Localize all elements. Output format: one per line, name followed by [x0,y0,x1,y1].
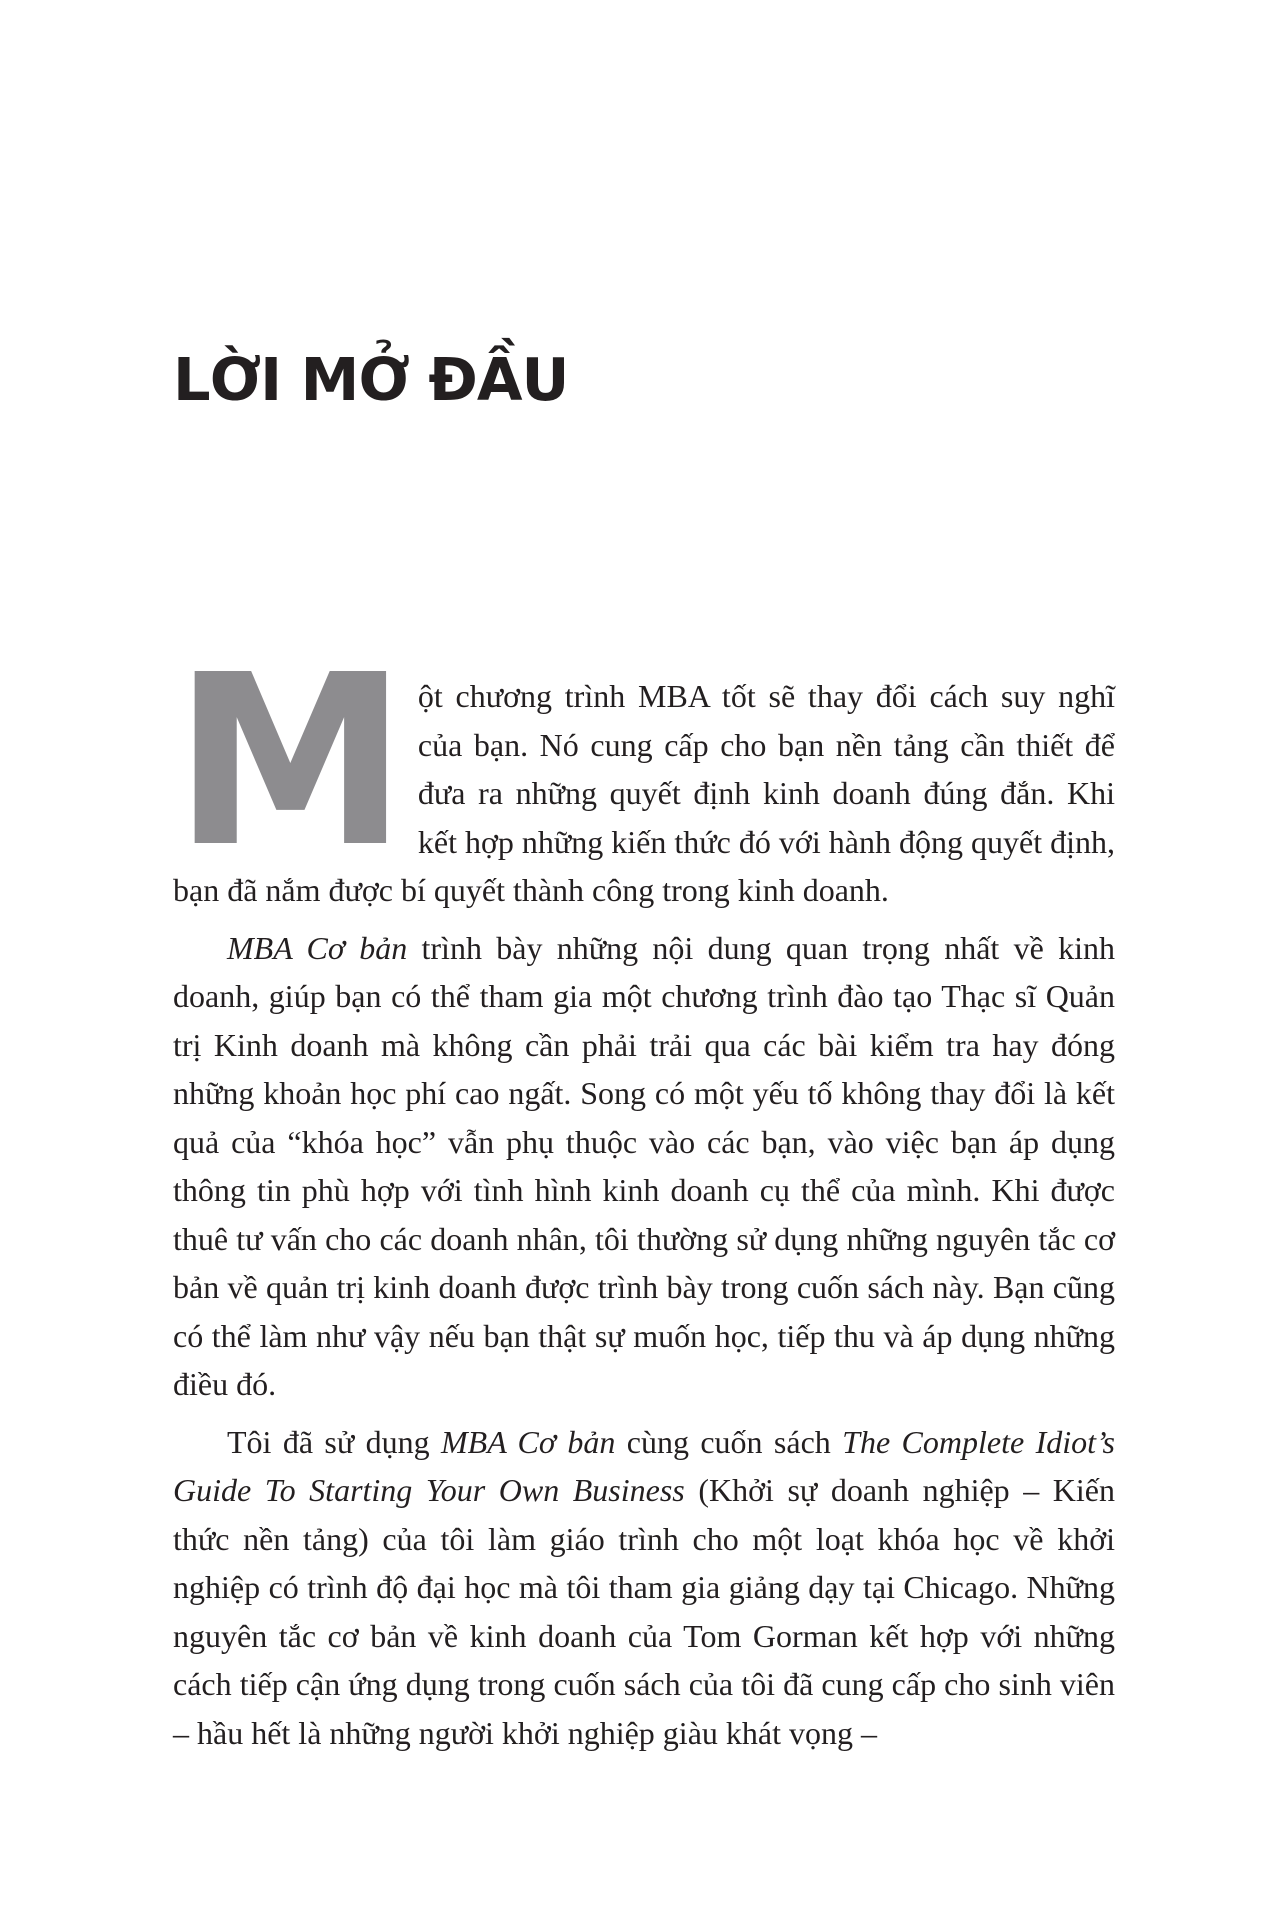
book-title-mba-co-ban: MBA Cơ bản [440,1423,616,1460]
paragraph-3-text-a: Tôi đã sử dụng [227,1423,441,1460]
paragraph-1-text: ột chương trình MBA tốt sẽ thay đổi cách suy nghĩ của bạn. Nó cung cấp cho bạn nền tảng cần thiết để đưa ra những quyết định kinh doanh đúng đắn. Khi kết hợp những kiến thức đó với hành động quyết định, bạn đã nắm được bí quyết thành công trong kinh doanh. [173,678,1115,908]
paragraph-3-text-c: (Khởi sự doanh nghiệp – Kiến thức nền tảng) của tôi làm giáo trình cho một loạt khóa học về khởi nghiệp có trình độ đại học mà tôi tham gia giảng dạy tại Chicago. Những nguyên tắc cơ bản về kinh doanh của Tom Gorman kết hợp với những cách tiếp cận ứng dụng trong cuốn sách của tôi đã cung cấp cho sinh viên – hầu hết là những người khởi nghiệp giàu khát vọng – [173,1472,1116,1751]
paragraph-1 [173,624,1115,915]
book-title-idiots-guide: The Complete Idiot’s Guide To Starting Your Own Business [173,1423,1116,1508]
paragraph-2-text: trình bày những nội dung quan trọng nhất về kinh doanh, giúp bạn có thể tham gia một chương trình đào tạo Thạc sĩ Quản trị Kinh doanh mà không cần phải trải qua các bài kiểm tra hay đóng những khoản học phí cao ngất. Song có một yếu tố không thay đổi là kết quả của “khóa học” vẫn phụ thuộc vào các bạn, vào việc bạn áp dụng thông tin phù hợp với tình hình kinh doanh cụ thể của mình. Khi được thuê tư vấn cho các doanh nhân, tôi thường sử dụng những nguyên tắc cơ bản về quản trị kinh doanh được trình bày trong cuốn sách này. Bạn cũng có thể làm như vậy nếu bạn thật sự muốn học, tiếp thu và áp dụng những điều đó. [173,929,1116,1402]
book-title-mba-co-ban: MBA Cơ bản [227,929,408,966]
paragraph-2 [173,924,1115,1409]
paragraph-3-text-b: cùng cuốn sách [615,1423,843,1460]
chapter-title: LỜI MỞ ĐẦU [173,345,569,414]
drop-cap: M [173,624,404,899]
paragraph-3 [173,1418,1115,1758]
body-text [173,624,1116,1766]
